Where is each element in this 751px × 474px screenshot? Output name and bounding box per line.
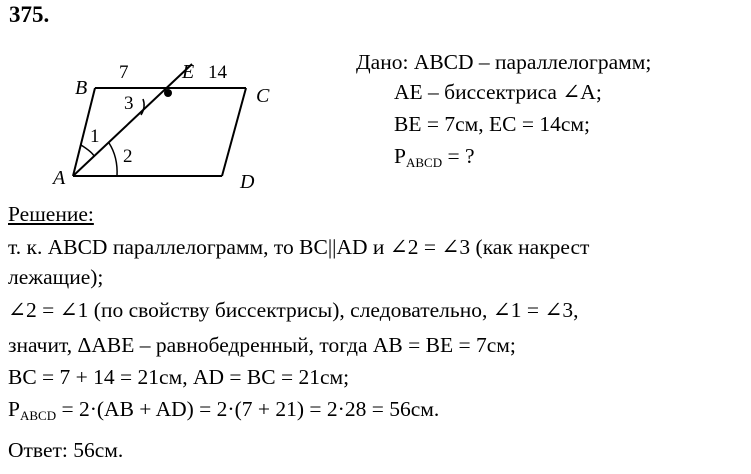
solution-line-4: значит, ΔABE – равнобедренный, тогда AB = BE = 7см; [8,333,516,357]
solution-line-3: ∠2 = ∠1 (по свойству биссектрисы), следовательно, ∠1 = ∠3, [8,298,579,322]
given-line-4 [394,142,475,177]
given-line-3: BE = 7см, EC = 14см; [394,112,590,136]
solution-heading: Решение: [8,202,94,226]
label-angle1: 1 [90,126,100,147]
label-e: E [182,61,195,83]
solution-line-6 [8,397,439,424]
point-e-dot [164,89,172,97]
perimeter-symbol: P [394,144,406,168]
label-be: 7 [119,62,129,83]
side-cd [222,88,246,176]
label-d: D [240,171,255,193]
perimeter-subscript: ABCD [19,408,57,423]
parallelogram-figure [40,52,330,197]
given-question: = ? [442,144,475,168]
label-angle2: 2 [123,146,133,167]
given-line-1: Дано: ABCD – параллелограмм; [356,50,652,74]
perimeter-symbol: P [8,397,20,421]
solution-line-5: BC = 7 + 14 = 21см, AD = BC = 21см; [8,365,350,389]
solution-line-1: т. к. ABCD параллелограмм, то BC||AD и ∠2 = ∠3 (как накрест [8,235,590,259]
label-ec: 14 [208,62,227,83]
given-line-2: AE – биссектриса ∠A; [394,80,602,104]
answer: Ответ: 56см. [8,438,124,462]
problem-number: 375. [9,2,50,27]
bisector-ae [73,64,192,176]
label-c: C [256,85,270,107]
angle2-arc [109,143,117,176]
perimeter-calculation: = 2·(AB + AD) = 2·(7 + 21) = 2·28 = 56см. [56,397,440,421]
label-angle3: 3 [124,93,134,114]
solution-line-2: лежащие); [8,265,104,289]
perimeter-subscript: ABCD [405,155,443,170]
label-a: A [53,167,66,189]
label-b: B [75,77,88,99]
